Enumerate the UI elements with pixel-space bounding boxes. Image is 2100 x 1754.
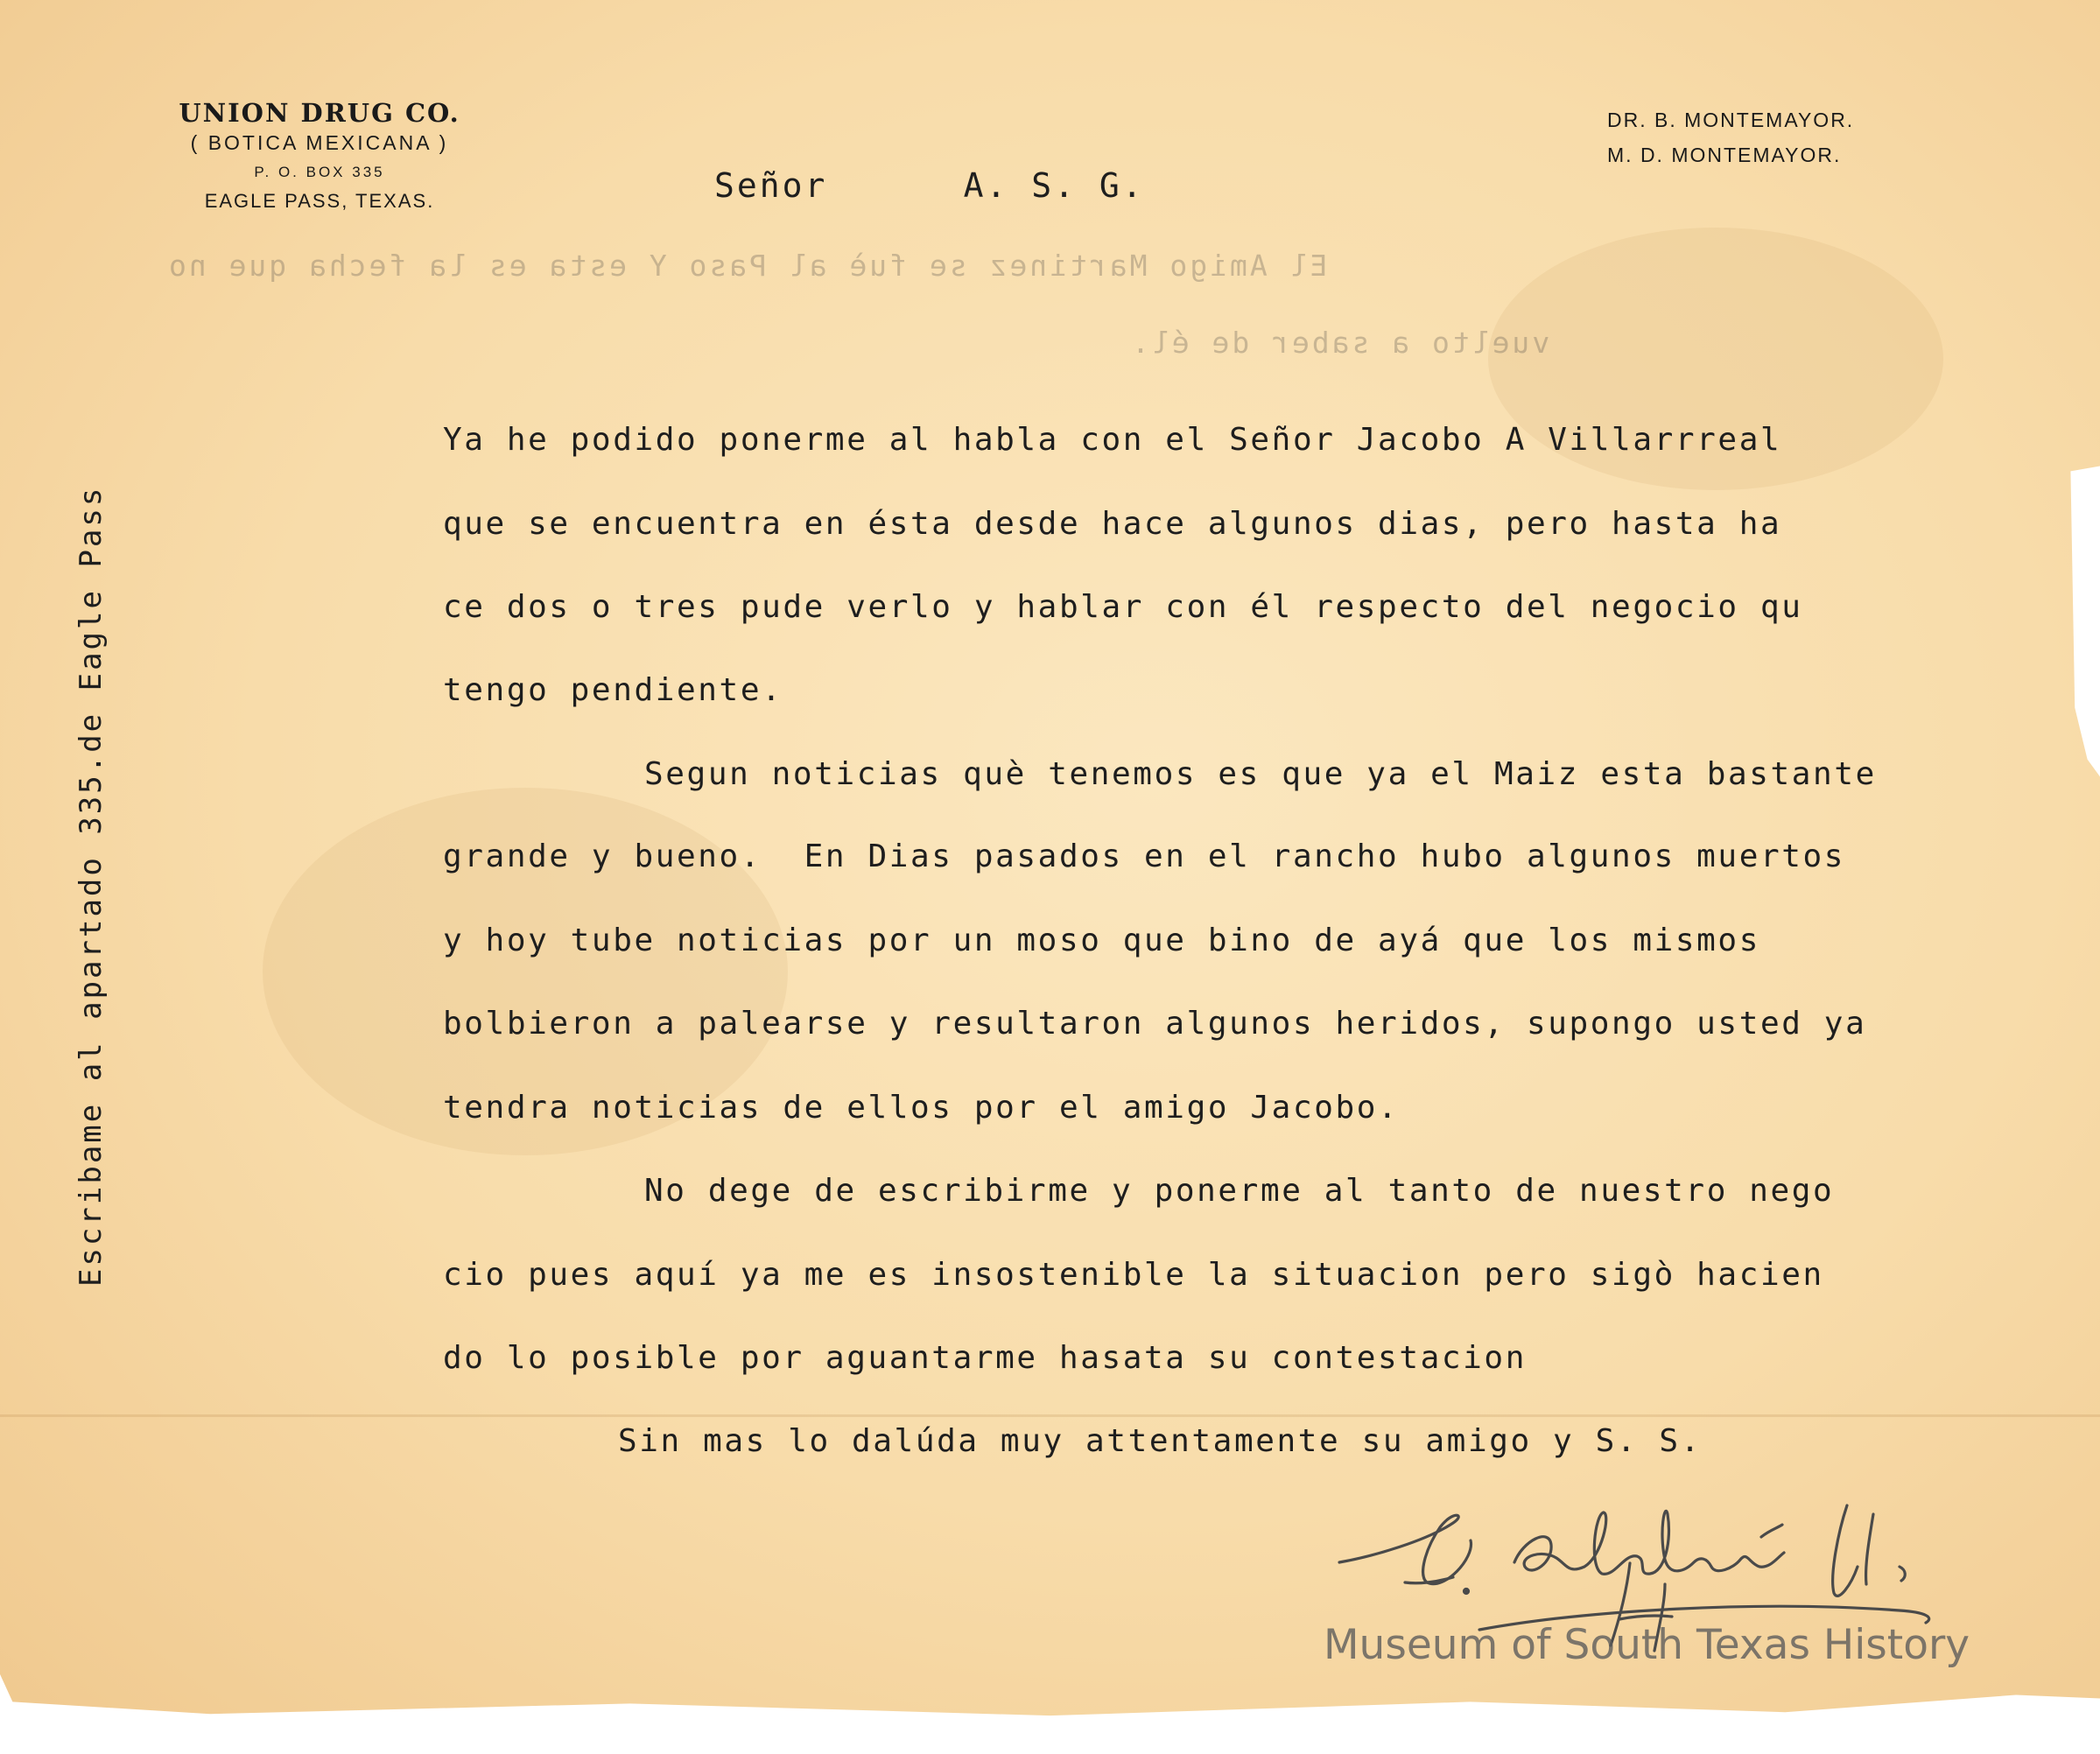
body-line: No dege de escribirme y ponerme al tanto de nuestro nego [644, 1173, 1835, 1209]
body-line: bolbieron a palearse y resultaron algunos heridos, supongo usted ya [443, 1006, 1867, 1042]
body-line: Sin mas lo dalúda muy attentamente su amigo y S. S. [618, 1423, 1702, 1459]
body-line: do lo posible por aguantarme hasata su contestacion [443, 1340, 1527, 1376]
side-note: Escribame al apartado 335.de Eagle Pass [74, 485, 109, 1287]
paper-fold [0, 1414, 2100, 1417]
salutation: Señor A. S. G. [714, 166, 1145, 205]
letterhead-company-block [131, 98, 508, 213]
doctor-name: M. D. MONTEMAYOR. [1607, 144, 1842, 166]
company-city: EAGLE PASS, TEXAS. [204, 190, 435, 212]
company-subtitle: ( BOTICA MEXICANA ) [190, 131, 449, 154]
po-box: P. O. BOX 335 [254, 164, 385, 180]
body-line: Ya he podido ponerme al habla con el Señor Jacobo A Villarrreal [443, 422, 1782, 458]
body-line: tengo pendiente. [443, 672, 783, 708]
body-line: tendra noticias de ellos por el amigo Jacobo. [443, 1090, 1400, 1126]
body-line: grande y bueno. En Dias pasados en el rancho hubo algunos muertos [443, 838, 1846, 874]
letterhead-doctors-block [1607, 102, 1854, 172]
body-line: ce dos o tres pude verlo y hablar con él respecto del negocio qu [443, 589, 1803, 625]
bleed-through-text: El Amigo Martinez se fuè al Paso Y esta es la fecha que no [166, 249, 1328, 283]
body-line: Segun noticias què tenemos es que ya el Maiz esta bastante [644, 756, 1877, 792]
bleed-through-text: vuelto a saber de él. [1129, 326, 1550, 360]
body-line: y hoy tube noticias por un moso que bino de ayá que los mismos [443, 923, 1760, 958]
doctor-name: DR. B. MONTEMAYOR. [1607, 109, 1855, 131]
body-line: cio pues aquí ya me es insostenible la situacion pero sigò hacien [443, 1257, 1824, 1293]
museum-watermark: Museum of South Texas History [1324, 1621, 1970, 1669]
body-line: que se encuentra en ésta desde hace algunos dias, pero hasta ha [443, 506, 1782, 542]
company-name: UNION DRUG CO. [179, 98, 460, 128]
